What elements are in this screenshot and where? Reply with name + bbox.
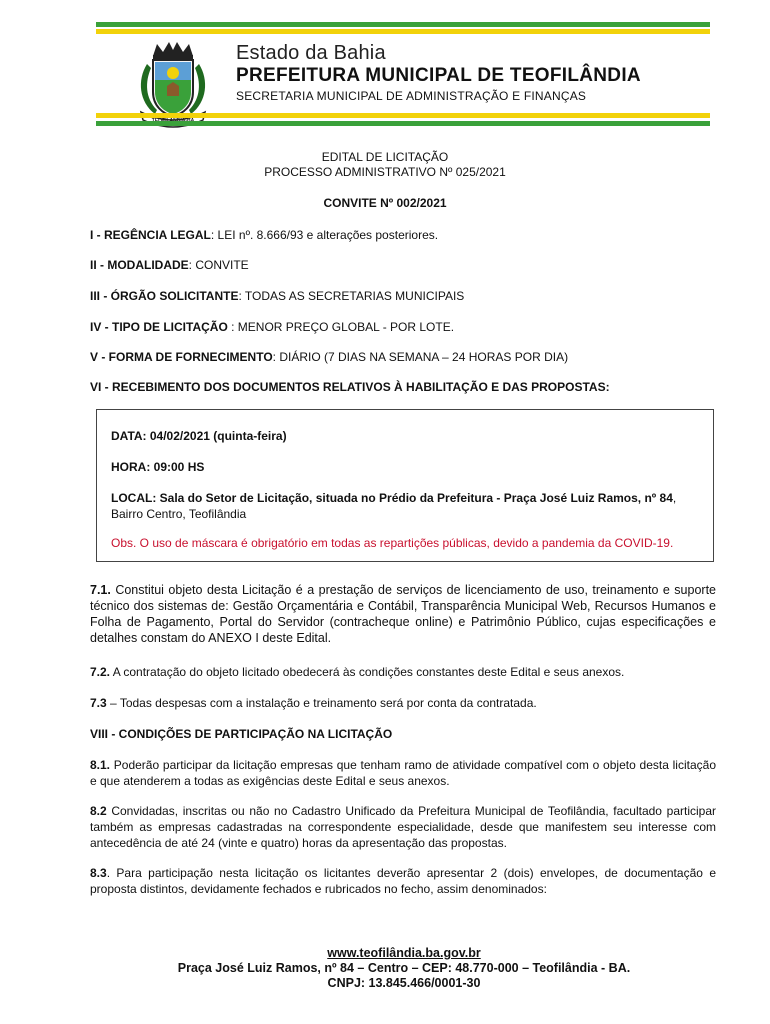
item-orgao-solicitante bbox=[90, 288, 716, 305]
item-label: IV - TIPO DE LICITAÇÃO bbox=[90, 320, 228, 334]
paragraph-number: 7.1. bbox=[90, 583, 111, 597]
paragraph-number: 8.3 bbox=[90, 866, 107, 880]
state-name: Estado da Bahia bbox=[236, 42, 386, 64]
header-bar-yellow-top bbox=[96, 29, 710, 34]
convite-title: CONVITE Nº 002/2021 bbox=[323, 196, 447, 210]
header-titles bbox=[236, 42, 641, 104]
box-date: DATA: 04/02/2021 (quinta-feira) bbox=[111, 429, 287, 443]
paragraph-text: Convidadas, inscritas ou não no Cadastro Unificado da Prefeitura Municipal de Teofilândia, facultado participar também as empresas cadastradas na correspondente especialidade, desde que manifestem seu interesse com antecedência de até 24 (vinte e quatro) horas da apresentação das propostas. bbox=[90, 804, 716, 850]
paragraph-8-2 bbox=[90, 803, 716, 851]
item-recebimento-heading: VI - RECEBIMENTO DOS DOCUMENTOS RELATIVOS À HABILITAÇÃO E DAS PROPOSTAS: bbox=[90, 380, 610, 394]
section-viii-heading: VIII - CONDIÇÕES DE PARTICIPAÇÃO NA LICITAÇÃO bbox=[90, 727, 393, 741]
prefecture-name: PREFEITURA MUNICIPAL DE TEOFILÂNDIA bbox=[236, 65, 641, 86]
item-text: : LEI nº. 8.666/93 e alterações posteriores. bbox=[210, 228, 439, 242]
footer-website-link[interactable]: www.teofilândia.ba.gov.br bbox=[327, 946, 481, 960]
item-text: : MENOR PREÇO GLOBAL - POR LOTE. bbox=[227, 320, 455, 334]
paragraph-number: 8.1. bbox=[90, 758, 111, 772]
reception-info-box bbox=[96, 409, 714, 562]
paragraph-7-3 bbox=[90, 695, 716, 712]
paragraph-number: 7.3 bbox=[90, 696, 107, 710]
item-text: : CONVITE bbox=[188, 258, 249, 272]
header-bar-yellow-bottom bbox=[96, 113, 710, 118]
item-text: : DIÁRIO (7 DIAS NA SEMANA – 24 HORAS POR DIA) bbox=[272, 350, 569, 364]
item-modalidade bbox=[90, 257, 716, 274]
box-location-bold: LOCAL: Sala do Setor de Licitação, situada no Prédio da Prefeitura - Praça José Luiz Ramos, nº 84 bbox=[111, 491, 673, 505]
item-label: V - FORMA DE FORNECIMENTO bbox=[90, 350, 273, 364]
item-label: I - REGÊNCIA LEGAL bbox=[90, 228, 211, 242]
paragraph-7-2 bbox=[90, 664, 716, 681]
paragraph-number: 8.2 bbox=[90, 804, 107, 818]
header-bar-green-top bbox=[96, 22, 710, 27]
item-text: : TODAS AS SECRETARIAS MUNICIPAIS bbox=[238, 289, 465, 303]
box-mask-notice: Obs. O uso de máscara é obrigatório em todas as repartições públicas, devido a pandemia da COVID-19. bbox=[111, 536, 674, 550]
footer-cnpj: CNPJ: 13.845.466/0001-30 bbox=[327, 976, 481, 990]
box-time: HORA: 09:00 HS bbox=[111, 460, 205, 474]
paragraph-8-3 bbox=[90, 865, 716, 897]
header-bar-green-bottom bbox=[96, 121, 710, 126]
footer-address: Praça José Luiz Ramos, nº 84 – Centro – CEP: 48.770-000 – Teofilândia - BA. bbox=[177, 961, 631, 975]
item-tipo-licitacao bbox=[90, 319, 716, 336]
secretariat-name: SECRETARIA MUNICIPAL DE ADMINISTRAÇÃO E FINANÇAS bbox=[236, 89, 587, 103]
item-regencia-legal bbox=[90, 227, 716, 244]
paragraph-number: 7.2. bbox=[90, 665, 111, 679]
item-label: II - MODALIDADE bbox=[90, 258, 189, 272]
paragraph-text: . Para participação nesta licitação os licitantes deverão apresentar 2 (dois) envelopes, de documentação e proposta distintos, devidamente fechados e rubricados no fecho, assim denominados: bbox=[90, 866, 716, 896]
paragraph-7-1 bbox=[90, 582, 716, 646]
paragraph-text: Poderão participar da licitação empresas que tenham ramo de atividade compatível com o objeto desta licitação e que atenderem a todas as exigências deste Edital e seus anexos. bbox=[90, 758, 716, 788]
edital-title: EDITAL DE LICITAÇÃO bbox=[321, 150, 449, 164]
box-location-rest: , Bairro Centro, Teofilândia bbox=[111, 491, 677, 521]
processo-title: PROCESSO ADMINISTRATIVO Nº 025/2021 bbox=[264, 165, 506, 179]
item-forma-fornecimento bbox=[90, 349, 716, 366]
item-label: III - ÓRGÃO SOLICITANTE bbox=[90, 289, 239, 303]
paragraph-text: – Todas despesas com a instalação e treinamento será por conta da contratada. bbox=[106, 696, 537, 710]
box-location bbox=[111, 490, 701, 522]
paragraph-text: Constitui objeto desta Licitação é a prestação de serviços de licenciamento de uso, treinamento e suporte técnico dos sistemas de: Gestão Orçamentária e Contábil, Transparência Municipal Web, Recursos Humanos e Folha de Pagamento, Portal do Servidor (contracheque online) e Patrimônio Público, cujas especificações e detalhes constam do ANEXO I deste Edital. bbox=[90, 583, 716, 645]
paragraph-8-1 bbox=[90, 757, 716, 789]
paragraph-text: A contratação do objeto licitado obedecerá às condições constantes deste Edital e seus anexos. bbox=[110, 665, 625, 679]
